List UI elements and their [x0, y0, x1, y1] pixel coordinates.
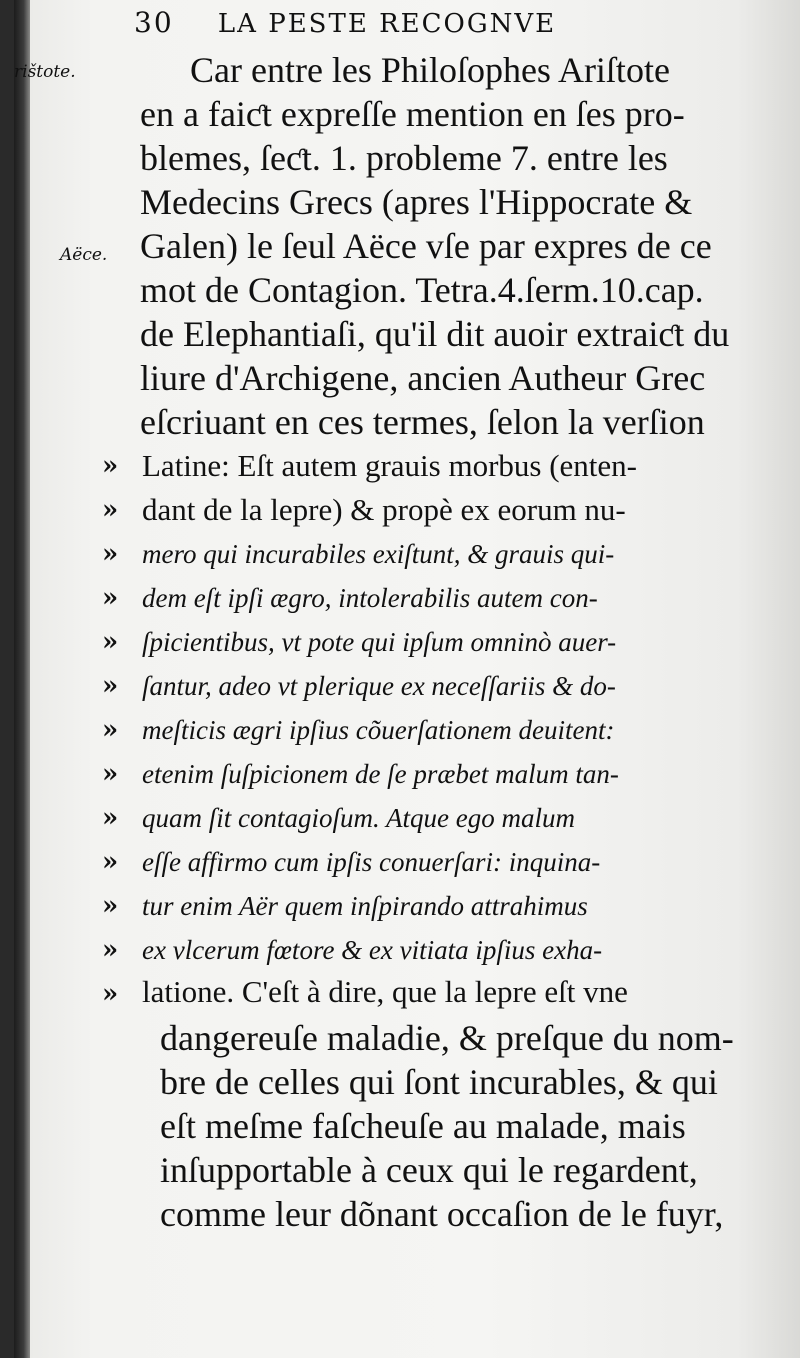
text-line: dant de la lepre) & propè ex eorum nu-	[142, 492, 626, 527]
text-line: Latine: Eſt autem grauis morbus (enten-	[142, 448, 637, 483]
text-line: ſpicientibus, vt pote qui ipſum omninò auer-	[142, 627, 617, 657]
text-line: Car entre les Philoſophes Ariſtote	[190, 50, 670, 90]
page-header	[134, 6, 556, 40]
quote-mark: »	[102, 979, 119, 1009]
text-line: etenim ſuſpicionem de ſe præbet malum tan-	[142, 759, 619, 789]
text-line: Galen) le ſeul Aëce vſe par expres de ce	[140, 226, 712, 266]
text-line: eſſe affirmo cum ipſis conuerſari: inquina-	[142, 847, 601, 877]
text-line: inſupportable à ceux qui le regardent,	[160, 1150, 698, 1190]
text-line: eſt meſme faſcheuſe au malade, mais	[160, 1106, 686, 1146]
text-line: bre de celles qui ſont incurables, & qui	[160, 1062, 718, 1102]
quote-mark: »	[102, 451, 119, 481]
quote-mark: »	[102, 539, 119, 569]
text-line: comme leur dõnant occaſion de le fuyr,	[160, 1194, 724, 1234]
margin-note-aristote: rištote.	[14, 62, 76, 82]
quote-mark: »	[102, 847, 119, 877]
text-line: de Elephantiaſi, qu'il dit auoir extraiƈt du	[140, 314, 730, 354]
quote-mark: »	[102, 935, 119, 965]
text-line: latione. C'eſt à dire, que la lepre eſt vne	[142, 974, 628, 1009]
quote-mark: »	[102, 803, 119, 833]
text-line: quam ſit contagioſum. Atque ego malum	[142, 803, 575, 833]
text-line: mot de Contagion. Tetra.4.ſerm.10.cap.	[140, 270, 704, 310]
text-line: ſantur, adeo vt plerique ex neceſſariis & do-	[142, 671, 616, 701]
page-binding-shadow	[14, 0, 30, 1358]
text-line: dangereuſe maladie, & preſque du nom-	[160, 1018, 734, 1058]
quote-mark: »	[102, 715, 119, 745]
page-number: 30	[134, 6, 174, 39]
quote-mark: »	[102, 495, 119, 525]
quote-mark: »	[102, 583, 119, 613]
text-line: ex vlcerum fœtore & ex vitiata ipſius exha-	[142, 935, 603, 965]
text-line: mero qui incurabiles exiſtunt, & grauis qui-	[142, 539, 615, 569]
quote-mark: »	[102, 671, 119, 701]
text-line: blemes, ſeƈt. 1. probleme 7. entre les	[140, 138, 668, 178]
text-line: en a faiƈt expreſſe mention en ſes pro-	[140, 94, 685, 134]
quote-mark: »	[102, 891, 119, 921]
text-line: dem eſt ipſi ægro, intolerabilis autem con-	[142, 583, 598, 613]
text-line: Medecins Grecs (apres l'Hippocrate &	[140, 182, 693, 222]
quote-mark: »	[102, 627, 119, 657]
text-line: tur enim Aër quem inſpirando attrahimus	[142, 891, 588, 921]
running-title: LA PESTE RECOGNVE	[217, 9, 557, 39]
book-page	[14, 0, 800, 1358]
text-line: eſcriuant en ces termes, ſelon la verſion	[140, 402, 705, 442]
text-line: meſticis ægri ipſius cõuerſationem deuitent:	[142, 715, 615, 745]
quote-mark: »	[102, 759, 119, 789]
margin-note-aece: Aëce.	[60, 245, 108, 265]
text-line: liure d'Archigene, ancien Autheur Grec	[140, 358, 706, 398]
